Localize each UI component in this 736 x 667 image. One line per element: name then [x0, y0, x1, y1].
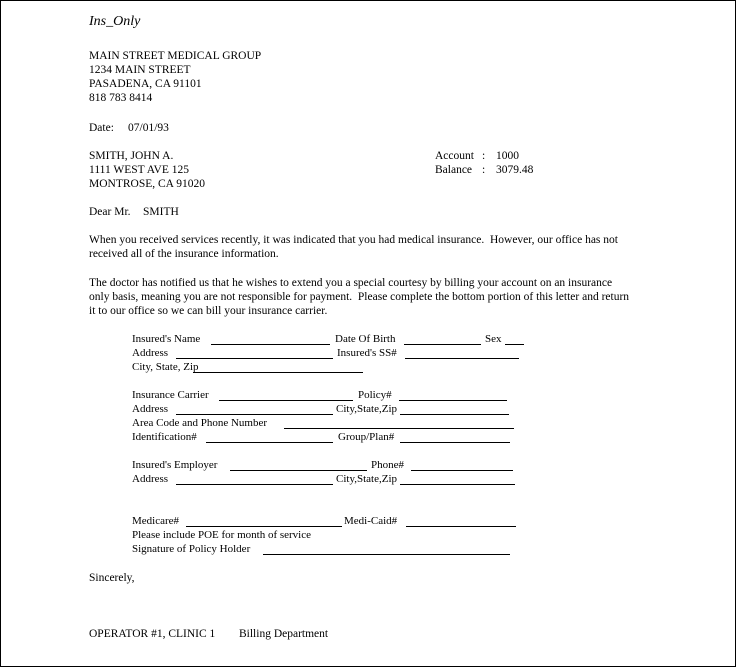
patient-street: 1111 WEST AVE 125 — [89, 164, 189, 176]
employer-city-state-zip-field[interactable] — [400, 484, 515, 485]
poe-note: Please include POE for month of service — [132, 529, 312, 541]
patient-name: SMITH, JOHN A. — [89, 150, 174, 162]
carrier-address-label: Address — [132, 403, 169, 415]
area-code-phone-label: Area Code and Phone Number — [132, 417, 268, 429]
carrier-address-field[interactable] — [176, 414, 333, 415]
city-state-zip-label: City, State, Zip — [132, 361, 199, 373]
practice-city: PASADENA, CA 91101 — [89, 78, 202, 90]
insureds-ssn-label: Insured's SS# — [337, 347, 397, 359]
address-field[interactable] — [176, 358, 333, 359]
address-label: Address — [132, 347, 169, 359]
department: Billing Department — [239, 628, 329, 640]
sex-label: Sex — [485, 333, 502, 345]
identification-field[interactable] — [206, 442, 333, 443]
patient-city: MONTROSE, CA 91020 — [89, 178, 205, 190]
date-label: Date: — [89, 122, 114, 134]
employer-city-state-zip-label: City,State,Zip — [336, 473, 398, 485]
paragraph-2-line-2: only basis, meaning you are not responsible for payment. Please complete the bottom portion of this letter and return — [89, 291, 630, 303]
greeting: Dear Mr. — [89, 206, 131, 218]
insureds-name-label: Insured's Name — [132, 333, 201, 345]
insurance-carrier-field[interactable] — [219, 400, 353, 401]
account-colon: : — [482, 150, 486, 162]
balance-label: Balance — [435, 164, 473, 176]
insurance-carrier-label: Insurance Carrier — [132, 389, 209, 401]
form-name: Ins_Only — [89, 14, 141, 29]
balance-value: 3079.48 — [496, 164, 534, 176]
employer-address-label: Address — [132, 473, 169, 485]
paragraph-1-line-1: When you received services recently, it was indicated that you had medical insurance. However, our office has not — [89, 234, 618, 246]
employer-address-field[interactable] — [176, 484, 333, 485]
insureds-employer-field[interactable] — [230, 470, 367, 471]
practice-phone: 818 783 8414 — [89, 92, 153, 104]
signature-policy-holder-field[interactable] — [263, 554, 510, 555]
operator-signature: OPERATOR #1, CLINIC 1 — [89, 628, 216, 640]
phone-field[interactable] — [411, 470, 513, 471]
insureds-ssn-field[interactable] — [405, 358, 519, 359]
paragraph-2-line-1: The doctor has notified us that he wishes to extend you a special courtesy by billing your account on an insurance — [89, 277, 613, 289]
identification-label: Identification# — [132, 431, 197, 443]
group-plan-field[interactable] — [400, 442, 510, 443]
insureds-employer-label: Insured's Employer — [132, 459, 218, 471]
policy-field[interactable] — [399, 400, 507, 401]
paragraph-1-line-2: received all of the insurance information. — [89, 248, 279, 260]
practice-name: MAIN STREET MEDICAL GROUP — [89, 50, 262, 62]
signature-policy-holder-label: Signature of Policy Holder — [132, 543, 251, 555]
date-value: 07/01/93 — [128, 122, 169, 134]
account-value: 1000 — [496, 150, 519, 162]
sex-field[interactable] — [505, 344, 524, 345]
medicare-label: Medicare# — [132, 515, 180, 527]
city-state-zip-field[interactable] — [193, 372, 363, 373]
date-of-birth-label: Date Of Birth — [335, 333, 396, 345]
medicare-field[interactable] — [186, 526, 342, 527]
group-plan-label: Group/Plan# — [338, 431, 395, 443]
policy-label: Policy# — [358, 389, 392, 401]
paragraph-2-line-3: it to our office so we can bill your insurance carrier. — [89, 305, 328, 317]
account-label: Account — [435, 150, 474, 162]
area-code-phone-field[interactable] — [284, 428, 514, 429]
practice-street: 1234 MAIN STREET — [89, 64, 191, 76]
phone-label: Phone# — [371, 459, 404, 471]
date-of-birth-field[interactable] — [404, 344, 481, 345]
greeting-name: SMITH — [143, 206, 179, 218]
carrier-city-state-zip-field[interactable] — [400, 414, 509, 415]
insureds-name-field[interactable] — [211, 344, 330, 345]
balance-colon: : — [482, 164, 486, 176]
carrier-city-state-zip-label: City,State,Zip — [336, 403, 398, 415]
closing: Sincerely, — [89, 572, 135, 584]
medi-caid-field[interactable] — [406, 526, 516, 527]
medi-caid-label: Medi-Caid# — [344, 515, 398, 527]
